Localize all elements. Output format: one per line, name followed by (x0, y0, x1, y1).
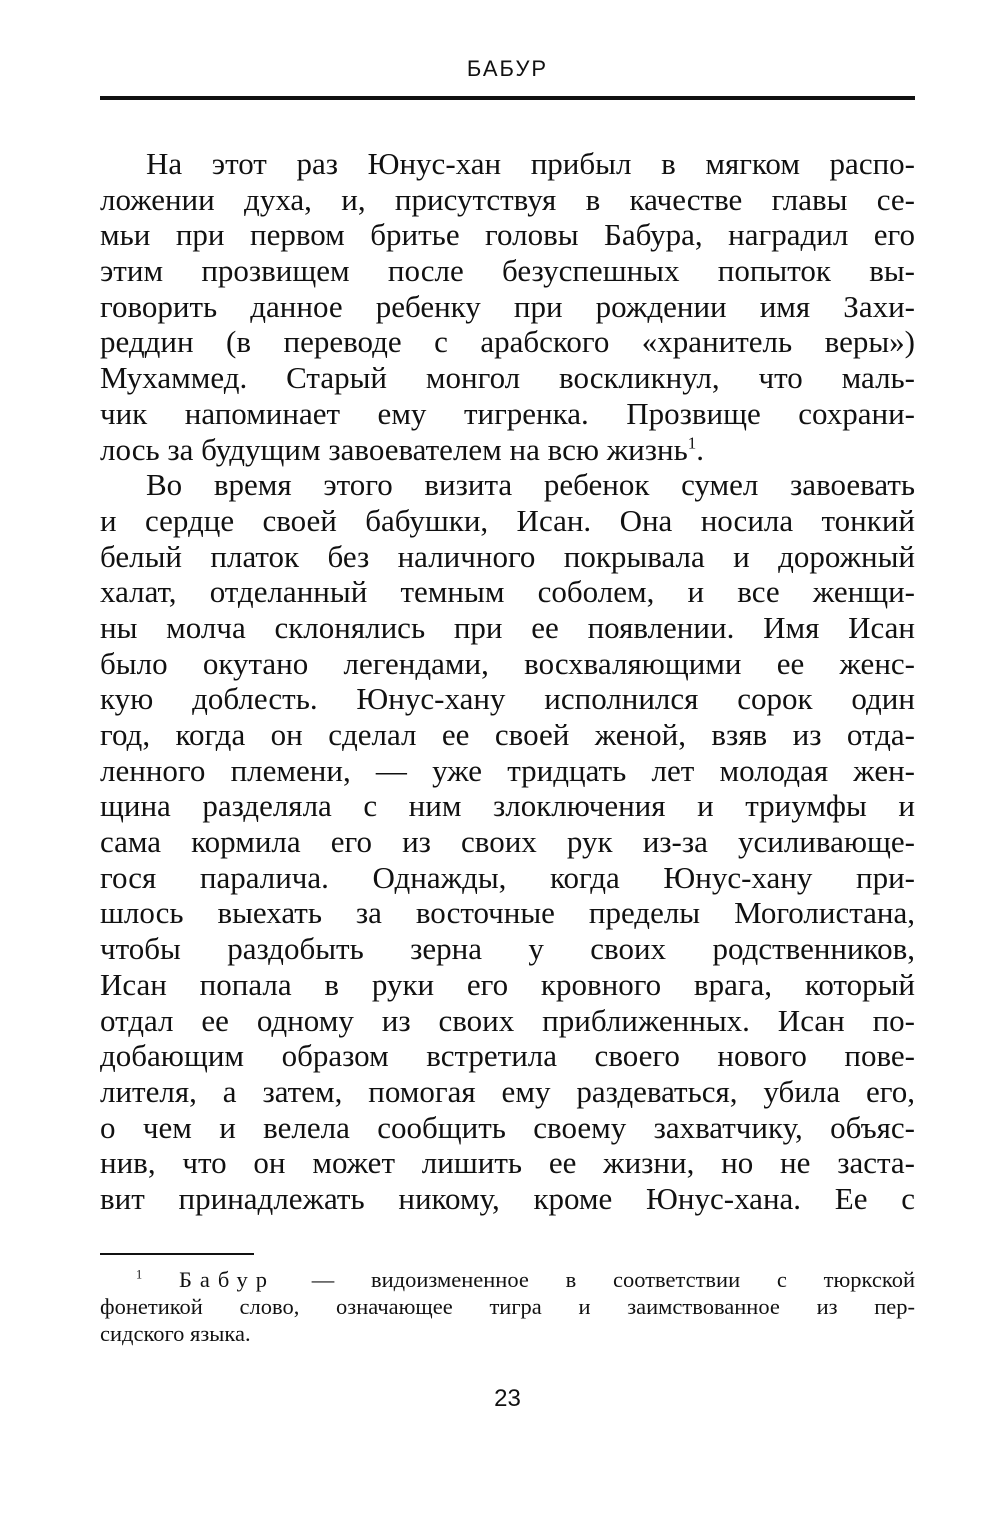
text-line: этим прозвищем после безуспешных попыток вы- (100, 253, 915, 289)
text-line-paragraph-end (100, 432, 915, 468)
footnote (100, 1266, 915, 1347)
footnote-text: — видоизмененное в соответствии с тюркской (274, 1267, 915, 1292)
footnote-term: Бабур (178, 1267, 275, 1292)
footnote-marker: 1 (136, 1267, 143, 1282)
text-line: Исан попала в руки его кровного врага, который (100, 966, 915, 1002)
text-line: белый платок без наличного покрывала и дорожный (100, 538, 915, 574)
text-line: гося паралича. Однажды, когда Юнус-хану при- (100, 859, 915, 895)
page-number: 23 (494, 1385, 521, 1412)
text-line: халат, отделанный темным соболем, и все женщи- (100, 574, 915, 610)
text-line: говорить данное ребенку при рождении имя Захи- (100, 288, 915, 324)
text-line: отдал ее одному из своих приближенных. Исан по- (100, 1002, 915, 1038)
text-line: чик напоминает ему тигренка. Прозвище сохрани- (100, 395, 915, 431)
text-line: На этот раз Юнус-хан прибыл в мягком распо- (146, 146, 915, 181)
text-line: сама кормила его из своих рук из-за усиливающе- (100, 824, 915, 860)
text-line: нив, что он может лишить ее жизни, но не заста- (100, 1145, 915, 1181)
footnote-rule (100, 1253, 254, 1255)
text-line: добающим образом встретила своего нового пове- (100, 1038, 915, 1074)
text-line: кую доблесть. Юнус-хану исполнился сорок один (100, 681, 915, 717)
text-line: лителя, а затем, помогая ему раздеваться, убила его, (100, 1073, 915, 1109)
text-line: и сердце своей бабушки, Исан. Она носила тонкий (100, 502, 915, 538)
footnote-line: сидского языка. (100, 1321, 251, 1346)
text-line: Во время этого визита ребенок сумел завоевать (146, 467, 915, 503)
text-line: щина разделяла с ним злоключения и триумфы и (100, 788, 915, 824)
text-line: чтобы раздобыть зерна у своих родственников, (100, 931, 915, 967)
running-title: БАБУР (466, 56, 549, 81)
footnote-line (100, 1266, 915, 1293)
text-line: ложении духа, и, присутствуя в качестве главы се- (100, 181, 915, 217)
sentence-end: . (696, 431, 705, 467)
header-rule (100, 96, 915, 100)
footnote-reference: 1 (687, 433, 697, 453)
text-line: ны молча склонялись при ее появлении. Имя Исан (100, 609, 915, 645)
footnote-line: фонетикой слово, означающее тигра и заимствованное из пер- (100, 1294, 915, 1319)
text-line: шлось выехать за восточные пределы Моголистана, (100, 895, 915, 931)
text-line: вит принадлежать никому, кроме Юнус-хана. Ее с (100, 1180, 915, 1216)
text-line: ленного племени, — уже тридцать лет молодая жен- (100, 752, 915, 788)
text-line: о чем и велела сообщить своему захватчику, объяс- (100, 1109, 915, 1145)
text-line: реддин (в переводе с арабского «хранитель веры») (100, 324, 915, 360)
text-line: мьи при первом бритье головы Бабура, наградил его (100, 217, 915, 253)
text-line: год, когда он сделал ее своей женой, взяв из отда- (100, 717, 915, 752)
text-line-content: лось за будущим завоевателем на всю жизнь (100, 431, 688, 467)
text-line: Мухаммед. Старый монгол воскликнул, что маль- (100, 360, 915, 396)
body-text (100, 146, 915, 1217)
text-line: было окутано легендами, восхваляющими ее женс- (100, 645, 915, 681)
